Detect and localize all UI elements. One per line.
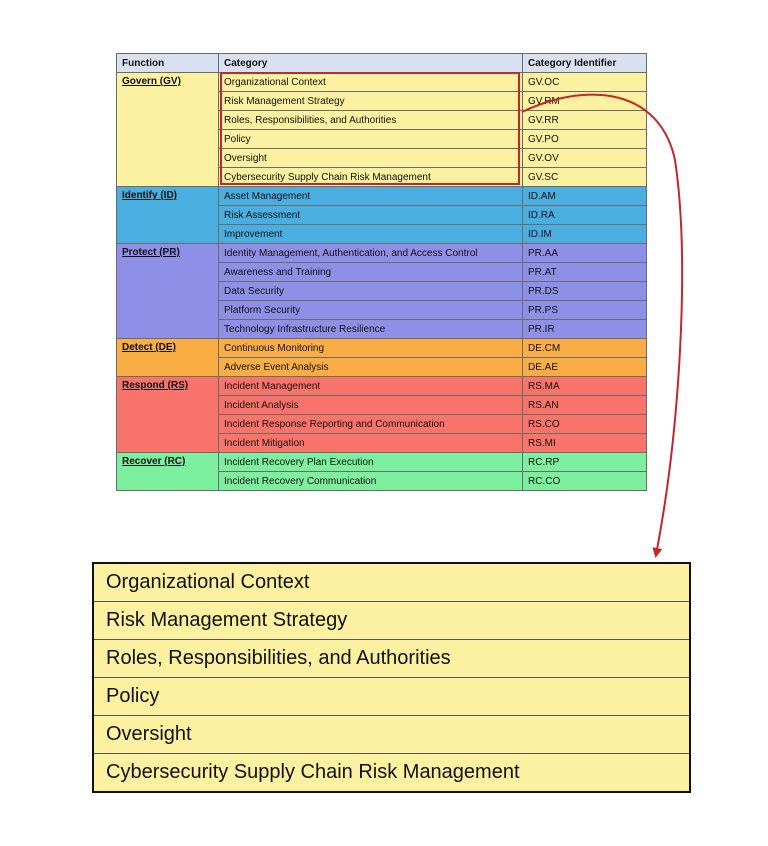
header-row (117, 54, 647, 73)
identifier-cell: PR.DS (523, 282, 647, 301)
category-cell: Incident Management (219, 377, 523, 396)
category-cell: Risk Management Strategy (219, 92, 523, 111)
identifier-cell: GV.SC (523, 168, 647, 187)
identifier-cell: DE.CM (523, 339, 647, 358)
identifier-cell: PR.AA (523, 244, 647, 263)
identifier-cell: ID.AM (523, 187, 647, 206)
identifier-cell: DE.AE (523, 358, 647, 377)
category-cell: Risk Assessment (219, 206, 523, 225)
zoom-row (93, 602, 690, 640)
zoom-row (93, 678, 690, 716)
govern-zoom-table (92, 562, 691, 793)
category-cell: Continuous Monitoring (219, 339, 523, 358)
category-cell: Cybersecurity Supply Chain Risk Management (219, 168, 523, 187)
category-cell: Incident Recovery Communication (219, 472, 523, 491)
table-row (117, 339, 647, 358)
zoom-item: Oversight (93, 716, 690, 754)
identifier-cell: GV.OC (523, 73, 647, 92)
category-cell: Oversight (219, 149, 523, 168)
category-cell: Incident Recovery Plan Execution (219, 453, 523, 472)
category-cell: Asset Management (219, 187, 523, 206)
table-row (117, 73, 647, 92)
header-category: Category (219, 54, 523, 73)
zoom-item: Organizational Context (93, 563, 690, 602)
function-govern: Govern (GV) (117, 73, 219, 187)
identifier-cell: PR.AT (523, 263, 647, 282)
zoom-row (93, 640, 690, 678)
zoom-row (93, 563, 690, 602)
category-cell: Adverse Event Analysis (219, 358, 523, 377)
zoom-item: Cybersecurity Supply Chain Risk Management (93, 754, 690, 793)
zoom-item: Policy (93, 678, 690, 716)
identifier-cell: GV.PO (523, 130, 647, 149)
identifier-cell: RC.CO (523, 472, 647, 491)
identifier-cell: RS.MI (523, 434, 647, 453)
identifier-cell: RS.CO (523, 415, 647, 434)
category-cell: Policy (219, 130, 523, 149)
identifier-cell: RC.RP (523, 453, 647, 472)
identifier-cell: GV.RM (523, 92, 647, 111)
category-cell: Improvement (219, 225, 523, 244)
category-cell: Awareness and Training (219, 263, 523, 282)
zoom-item: Roles, Responsibilities, and Authorities (93, 640, 690, 678)
function-detect: Detect (DE) (117, 339, 219, 377)
category-cell: Platform Security (219, 301, 523, 320)
function-protect: Protect (PR) (117, 244, 219, 339)
identifier-cell: ID.RA (523, 206, 647, 225)
table-row (117, 453, 647, 472)
csf-functions-table (116, 53, 647, 491)
category-cell: Incident Analysis (219, 396, 523, 415)
identifier-cell: ID.IM (523, 225, 647, 244)
header-function: Function (117, 54, 219, 73)
category-cell: Identity Management, Authentication, and Access Control (219, 244, 523, 263)
identifier-cell: GV.RR (523, 111, 647, 130)
function-recover: Recover (RC) (117, 453, 219, 491)
identifier-cell: PR.IR (523, 320, 647, 339)
identifier-cell: RS.AN (523, 396, 647, 415)
zoom-item: Risk Management Strategy (93, 602, 690, 640)
identifier-cell: GV.OV (523, 149, 647, 168)
identifier-cell: PR.PS (523, 301, 647, 320)
category-cell: Organizational Context (219, 73, 523, 92)
function-respond: Respond (RS) (117, 377, 219, 453)
header-identifier: Category Identifier (523, 54, 647, 73)
table-row (117, 244, 647, 263)
category-cell: Roles, Responsibilities, and Authorities (219, 111, 523, 130)
category-cell: Data Security (219, 282, 523, 301)
zoom-row (93, 754, 690, 793)
function-identify: Identify (ID) (117, 187, 219, 244)
category-cell: Technology Infrastructure Resilience (219, 320, 523, 339)
table-row (117, 187, 647, 206)
category-cell: Incident Response Reporting and Communication (219, 415, 523, 434)
category-cell: Incident Mitigation (219, 434, 523, 453)
zoom-row (93, 716, 690, 754)
table-row (117, 377, 647, 396)
identifier-cell: RS.MA (523, 377, 647, 396)
